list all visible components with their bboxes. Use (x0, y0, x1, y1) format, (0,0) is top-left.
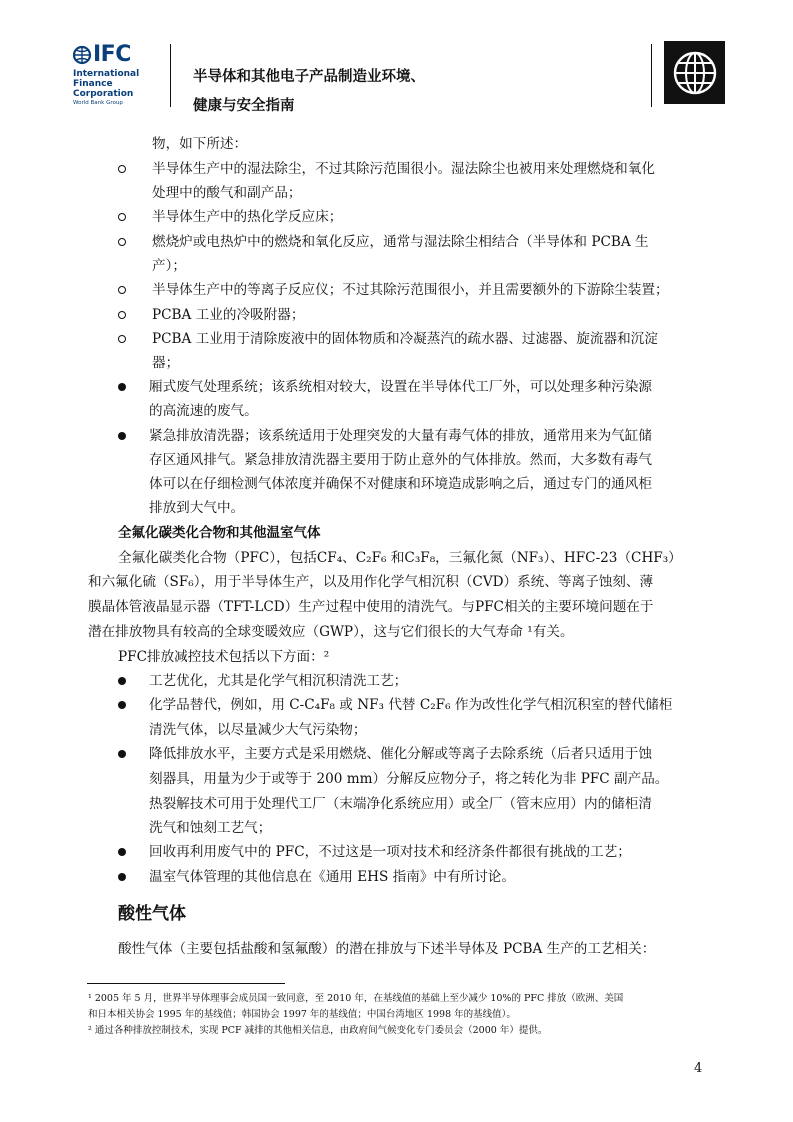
sub-item-6-line-2: 器； (152, 355, 180, 371)
sub-item-6-line-1: PCBA 工业用于清除废液中的固体物质和冷凝蒸汽的疏水器、过滤器、旋流器和沉淀 (152, 331, 658, 347)
filled-bullet-icon (118, 432, 126, 440)
pfc-item-2-line-2: 清洗气体，以尽量减少大气污染物； (149, 722, 367, 738)
pfc-para-line-4: 潜在排放物具有较高的全球变暖效应（GWP），这与它们很长的大气寿命 ¹有关。 (88, 624, 574, 640)
ifc-logo (73, 44, 168, 106)
header-title: 半导体和其他电子产品制造业环境、 健康与安全指南 (193, 69, 425, 114)
pfc-intro: PFC排放减控技术包括以下方面：² (118, 649, 330, 665)
main-item-1-line-1: 厢式废气处理系统；该系统相对较大，设置在半导体代工厂外，可以处理多种污染源 (149, 379, 652, 395)
sub-item-3-line-1: 燃烧炉或电热炉中的燃烧和氧化反应，通常与湿法除尘相结合（半导体和 PCBA 生 (152, 234, 649, 250)
pfc-item-2-line-1: 化学品替代，例如，用 C-C₄F₈ 或 NF₃ 代替 C₂F₆ 作为改性化学气相沉积室的替代储柜 (149, 697, 673, 713)
header-divider-left (170, 44, 171, 107)
pfc-item-4-line-1: 回收再利用废气中的 PFC，不过这是一项对技术和经济条件都很有挑战的工艺； (149, 844, 631, 860)
page-number: 4 (694, 1061, 703, 1076)
pfc-heading: 全氟化碳类化合物和其他温室气体 (118, 525, 321, 541)
hollow-bullet-icon (118, 335, 126, 343)
ifc-wordmark: IFC (93, 42, 131, 67)
main-item-2-line-4: 排放到大气中。 (149, 500, 245, 516)
footnote-1-line-1: ¹ 2005 年 5 月，世界半导体理事会成员国一致同意，至 2010 年，在基线值的基础上至少减少 10%的 PFC 排放（欧洲、美国 (88, 993, 624, 1004)
hollow-bullet-icon (118, 213, 126, 221)
sub-item-2-line-1: 半导体生产中的热化学反应床； (152, 209, 343, 225)
sub-item-5-line-1: PCBA 工业的冷吸附器； (152, 307, 305, 323)
main-item-2-line-2: 存区通风排气。紧急排放清洗器主要用于防止意外的气体排放。然而，大多数有毒气 (149, 452, 652, 468)
hollow-bullet-icon (118, 238, 126, 246)
sub-item-1-line-2: 处理中的酸气和副产品； (152, 185, 302, 201)
sub-item-3-line-2: 产）； (152, 258, 186, 274)
footnote-rule (87, 983, 285, 984)
sub-item-4-line-1: 半导体生产中的等离子反应仪；不过其除污范围很小，并且需要额外的下游除尘装置； (152, 282, 669, 298)
pfc-item-3-line-4: 洗气和蚀刻工艺气； (149, 820, 272, 836)
main-item-1-line-2: 的高流速的废气。 (149, 403, 258, 419)
pfc-item-5-line-1: 温室气体管理的其他信息在《通用 EHS 指南》中有所讨论。 (149, 869, 515, 885)
continuation-text: 物，如下所述： (152, 136, 248, 152)
filled-bullet-icon (118, 750, 126, 758)
filled-bullet-icon (118, 701, 126, 709)
acid-gas-heading: 酸性气体 (118, 904, 186, 924)
pfc-item-3-line-2: 刻器具，用量为少于或等于 200 mm）分解反应物分子，将之转化为非 PFC 副产品。 (149, 771, 669, 787)
footnote-2: ² 通过各种排放控制技术，实现 PCF 减排的其他相关信息，由政府间气候变化专门委员会（2000 年）提供。 (88, 1025, 548, 1036)
main-item-2-line-3: 体可以在仔细检测气体浓度并确保不对健康和环境造成影响之后，通过专门的通风柜 (149, 476, 652, 492)
filled-bullet-icon (118, 383, 126, 391)
world-bank-globe-icon (664, 41, 725, 104)
pfc-para-line-3: 膜晶体管液晶显示器（TFT-LCD）生产过程中使用的清洗气。与PFC相关的主要环境问题在于 (88, 599, 654, 615)
header-divider-right (651, 44, 652, 107)
ifc-subline: World Bank Group (73, 100, 123, 106)
filled-bullet-icon (118, 873, 126, 881)
footnote-1-line-2: 和日本相关协会 1995 年的基线值；韩国协会 1997 年的基线值；中国台湾地区 1998 年的基线值）。 (88, 1009, 516, 1020)
pfc-para-line-2: 和六氟化硫（SF₆），用于半导体生产，以及用作化学气相沉积（CVD）系统、等离子蚀刻、薄 (88, 574, 654, 590)
ifc-name-lines: International Finance Corporation (73, 69, 140, 99)
filled-bullet-icon (118, 677, 126, 685)
acid-gas-para: 酸性气体（主要包括盐酸和氢氟酸）的潜在排放与下述半导体及 PCBA 生产的工艺相关： (118, 941, 656, 957)
pfc-item-3-line-1: 降低排放水平，主要方式是采用燃烧、催化分解或等离子去除系统（后者只适用于蚀 (149, 746, 652, 762)
hollow-bullet-icon (118, 311, 126, 319)
pfc-item-1-line-1: 工艺优化，尤其是化学气相沉积清洗工艺； (149, 673, 408, 689)
hollow-bullet-icon (118, 286, 126, 294)
pfc-para-line-1: 全氟化碳类化合物（PFC），包括CF₄、C₂F₆ 和C₃F₈，三氟化氮（NF₃）、HFC-23（CHF₃） (118, 550, 682, 566)
pfc-item-3-line-3: 热裂解技术可用于处理代工厂（末端净化系统应用）或全厂（管末应用）内的储柜清 (149, 796, 652, 812)
main-item-2-line-1: 紧急排放清洗器；该系统适用于处理突发的大量有毒气体的排放，通常用来为气缸储 (149, 428, 652, 444)
sub-item-1-line-1: 半导体生产中的湿法除尘，不过其除污范围很小。湿法除尘也被用来处理燃烧和氧化 (152, 161, 655, 177)
hollow-bullet-icon (118, 165, 126, 173)
filled-bullet-icon (118, 848, 126, 856)
